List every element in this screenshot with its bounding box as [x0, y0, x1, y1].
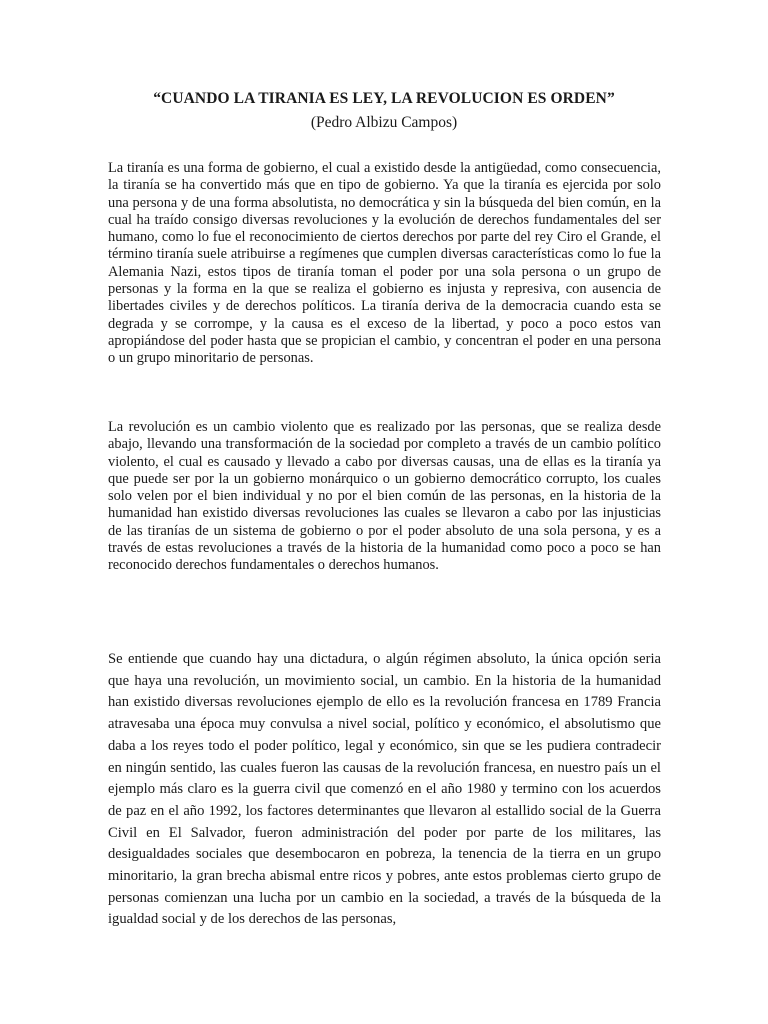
paragraph-tirania: La tiranía es una forma de gobierno, el cual a existido desde la antigüedad, como consecuencia, la tiranía se ha convertido más que en tipo de gobierno. Ya que la tiranía es ejercida por solo una persona y de una forma absolutista, no democrática y sin la búsqueda del bien común, en la cual ha traído consigo diversas revoluciones y la evolución de derechos fundamentales del ser humano, como lo fue el reconocimiento de ciertos derechos por parte del rey Ciro el Grande, el término tiranía suele atribuirse a regímenes que cumplen diversas características como lo fue la Alemania Nazi, estos tipos de tiranía toman el poder por una sola persona o un grupo de personas y la forma en la que se realiza el gobierno es injusta y represiva, con ausencia de libertades civiles y de derechos políticos. La tiranía deriva de la democracia cuando esta se degrada y se corrompe, y la causa es el exceso de la libertad, y poco a poco estos van apropiándose del poder hasta que se propician el cambio, y concentran el poder en una persona o un grupo minoritario de personas.: [108, 160, 661, 367]
paragraph-revolucion: La revolución es un cambio violento que es realizado por las personas, que se realiza desde abajo, llevando una transformación de la sociedad por completo a través de un cambio político violento, el cual es causado y llevado a cabo por diversas causas, una de ellas es la tiranía ya que puede ser por la un gobierno monárquico o un gobierno democrático corrupto, los cuales solo velen por el bien individual y no por el bien común de las personas, en la historia de la humanidad han existido diversas revoluciones las cuales se llevaron a cabo por las injusticias de las tiranías de un sistema de gobierno o por el poder absoluto de una sola persona, y es a través de estas revoluciones a través de la historia de la humanidad como poco a poco se han reconocido derechos fundamentales o derechos humanos.: [108, 419, 661, 574]
document-title: “CUANDO LA TIRANIA ES LEY, LA REVOLUCION ES ORDEN”: [153, 90, 615, 107]
document-author: (Pedro Albizu Campos): [310, 114, 458, 131]
paragraph-dictadura: Se entiende que cuando hay una dictadura, o algún régimen absoluto, la única opción seria que haya una revolución, un movimiento social, un cambio. En la historia de la humanidad han existido diversas revoluciones ejemplo de ello es la revolución francesa en 1789 Francia atravesaba una época muy convulsa a nivel social, político y económico, el absolutismo que daba a los reyes todo el poder político, legal y económico, sin que se les pudiera contradecir en ningún sentido, las cuales fueron las causas de la revolución francesa, en nuestro país un el ejemplo más claro es la guerra civil que comenzó en el año 1980 y termino con los acuerdos de paz en el año 1992, los factores determinantes que llevaron al estallido social de la Guerra Civil en El Salvador, fueron administración del poder por parte de los militares, las desigualdades sociales que desembocaron en pobreza, la tenencia de la tierra en un grupo minoritario, la gran brecha abismal entre ricos y pobres, ante estos problemas cierto grupo de personas comienzan una lucha por un cambio en la sociedad, a través de la búsqueda de la igualdad social y de los derechos de las personas,: [108, 651, 661, 928]
